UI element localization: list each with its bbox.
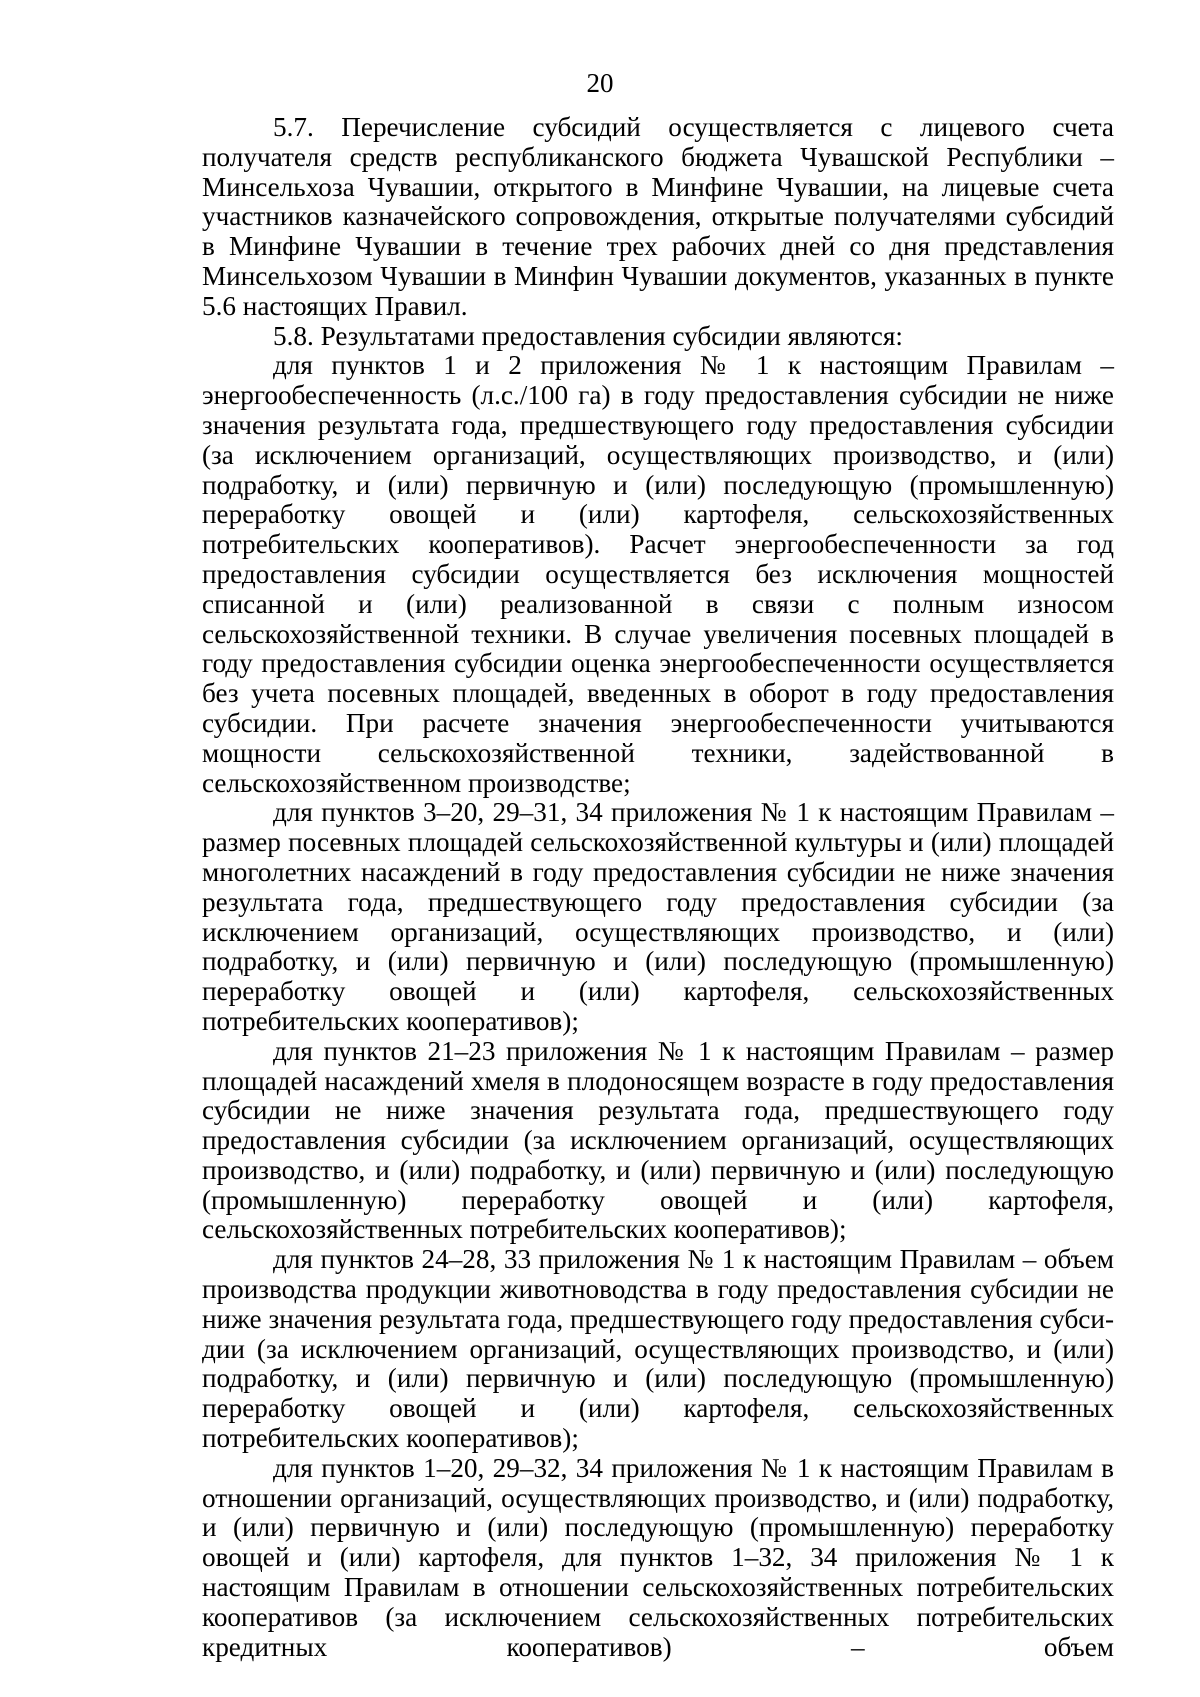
document-body	[202, 113, 1114, 1662]
paragraph-items-1-2: для пунктов 1 и 2 приложения № 1 к настоящим Правилам – энергообеспеченность (л.с./100 га) в году предоставления субсидии не ниже значения результата года, предшествующего году предоставления субсидии (за исключением организаций, осуществляющих производство, и (или) подработку, и (или) первичную и (или) последующую (промышленную) переработку овощей и (или) картофеля, сельскохозяйственных потребительских кооперативов). Расчет энергообеспеченности за год предоставления субсидии осуществляется без исключения мощностей списанной и (или) реализованной в связи с полным износом сельскохозяйственной техники. В случае увеличения посевных площадей в году предоставления субсидии оценка энергообеспеченности осуществляется без учета посевных площадей, введенных в оборот в году предоставления субсидии. При расчете значения энергообеспеченности учитываются мощности сельскохозяйственной техники, задействованной в сельскохозяйственном производстве;	[202, 350, 1114, 798]
paragraph-items-24-28: для пунктов 24–28, 33 приложения № 1 к настоящим Правилам – объем производства продукции животноводства в году предоставления субсидии не ниже значения результата года, предшествующего году предоставления субсидии (за исключением организаций, осуществляющих производство, и (или) подработку, и (или) первичную и (или) последующую (промышленную) переработку овощей и (или) картофеля, сельскохозяйственных потребительских кооперативов);	[202, 1244, 1114, 1454]
paragraph-items-21-23: для пунктов 21–23 приложения № 1 к настоящим Правилам – размер площадей насаждений хмеля в плодоносящем возрасте в году предоставления субсидии не ниже значения результата года, предшествующего году предоставления субсидии (за исключением организаций, осуществляющих производство, и (или) подработку, и (или) первичную и (или) последующую (промышленную) переработку овощей и (или) картофеля, сельскохозяйственных потребительских кооперативов);	[202, 1035, 1114, 1245]
paragraph-items-3-20: для пунктов 3–20, 29–31, 34 приложения № 1 к настоящим Правилам – размер посевных площадей сельскохозяйственной культуры и (или) площадей многолетних насаждений в году предоставления субсидии не ниже значения результата года, предшествующего году предоставления субсидии (за исключением организаций, осуществляющих производство, и (или) подработку, и (или) первичную и (или) последующую (промышленную) переработку овощей и (или) картофеля, сельскохозяйственных потребительских кооперативов);	[202, 797, 1114, 1036]
page-number: 20	[586, 68, 614, 98]
paragraph-5-7: 5.7. Перечисление субсидий осуществляется с лицевого счета получателя средств республиканского бюджета Чувашской Республики – Минсельхоза Чувашии, открытого в Минфине Чувашии, на лицевые счета участников казначейского сопровождения, открытые получателями субсидий в Минфине Чувашии в течение трех рабочих дней со дня представления Минсельхозом Чувашии в Минфин Чувашии документов, указанных в пункте 5.6 настоящих Правил.	[202, 112, 1114, 321]
paragraph-5-8-heading: 5.8. Результатами предоставления субсидии являются:	[273, 320, 903, 351]
paragraph-items-1-20-cooperatives: для пунктов 1–20, 29–32, 34 приложения № 1 к настоящим Правилам в отношении организаций, осуществляющих производство, и (или) подработку, и (или) первичную и (или) последующую (промышленную) переработку овощей и (или) картофеля, для пунктов 1–32, 34 приложения № 1 к настоящим Правилам в отношении сельскохозяйственных потребительских кооперативов (за исключением сельскохозяйственных потребительских кредитных кооперативов) – объем	[202, 1452, 1114, 1662]
